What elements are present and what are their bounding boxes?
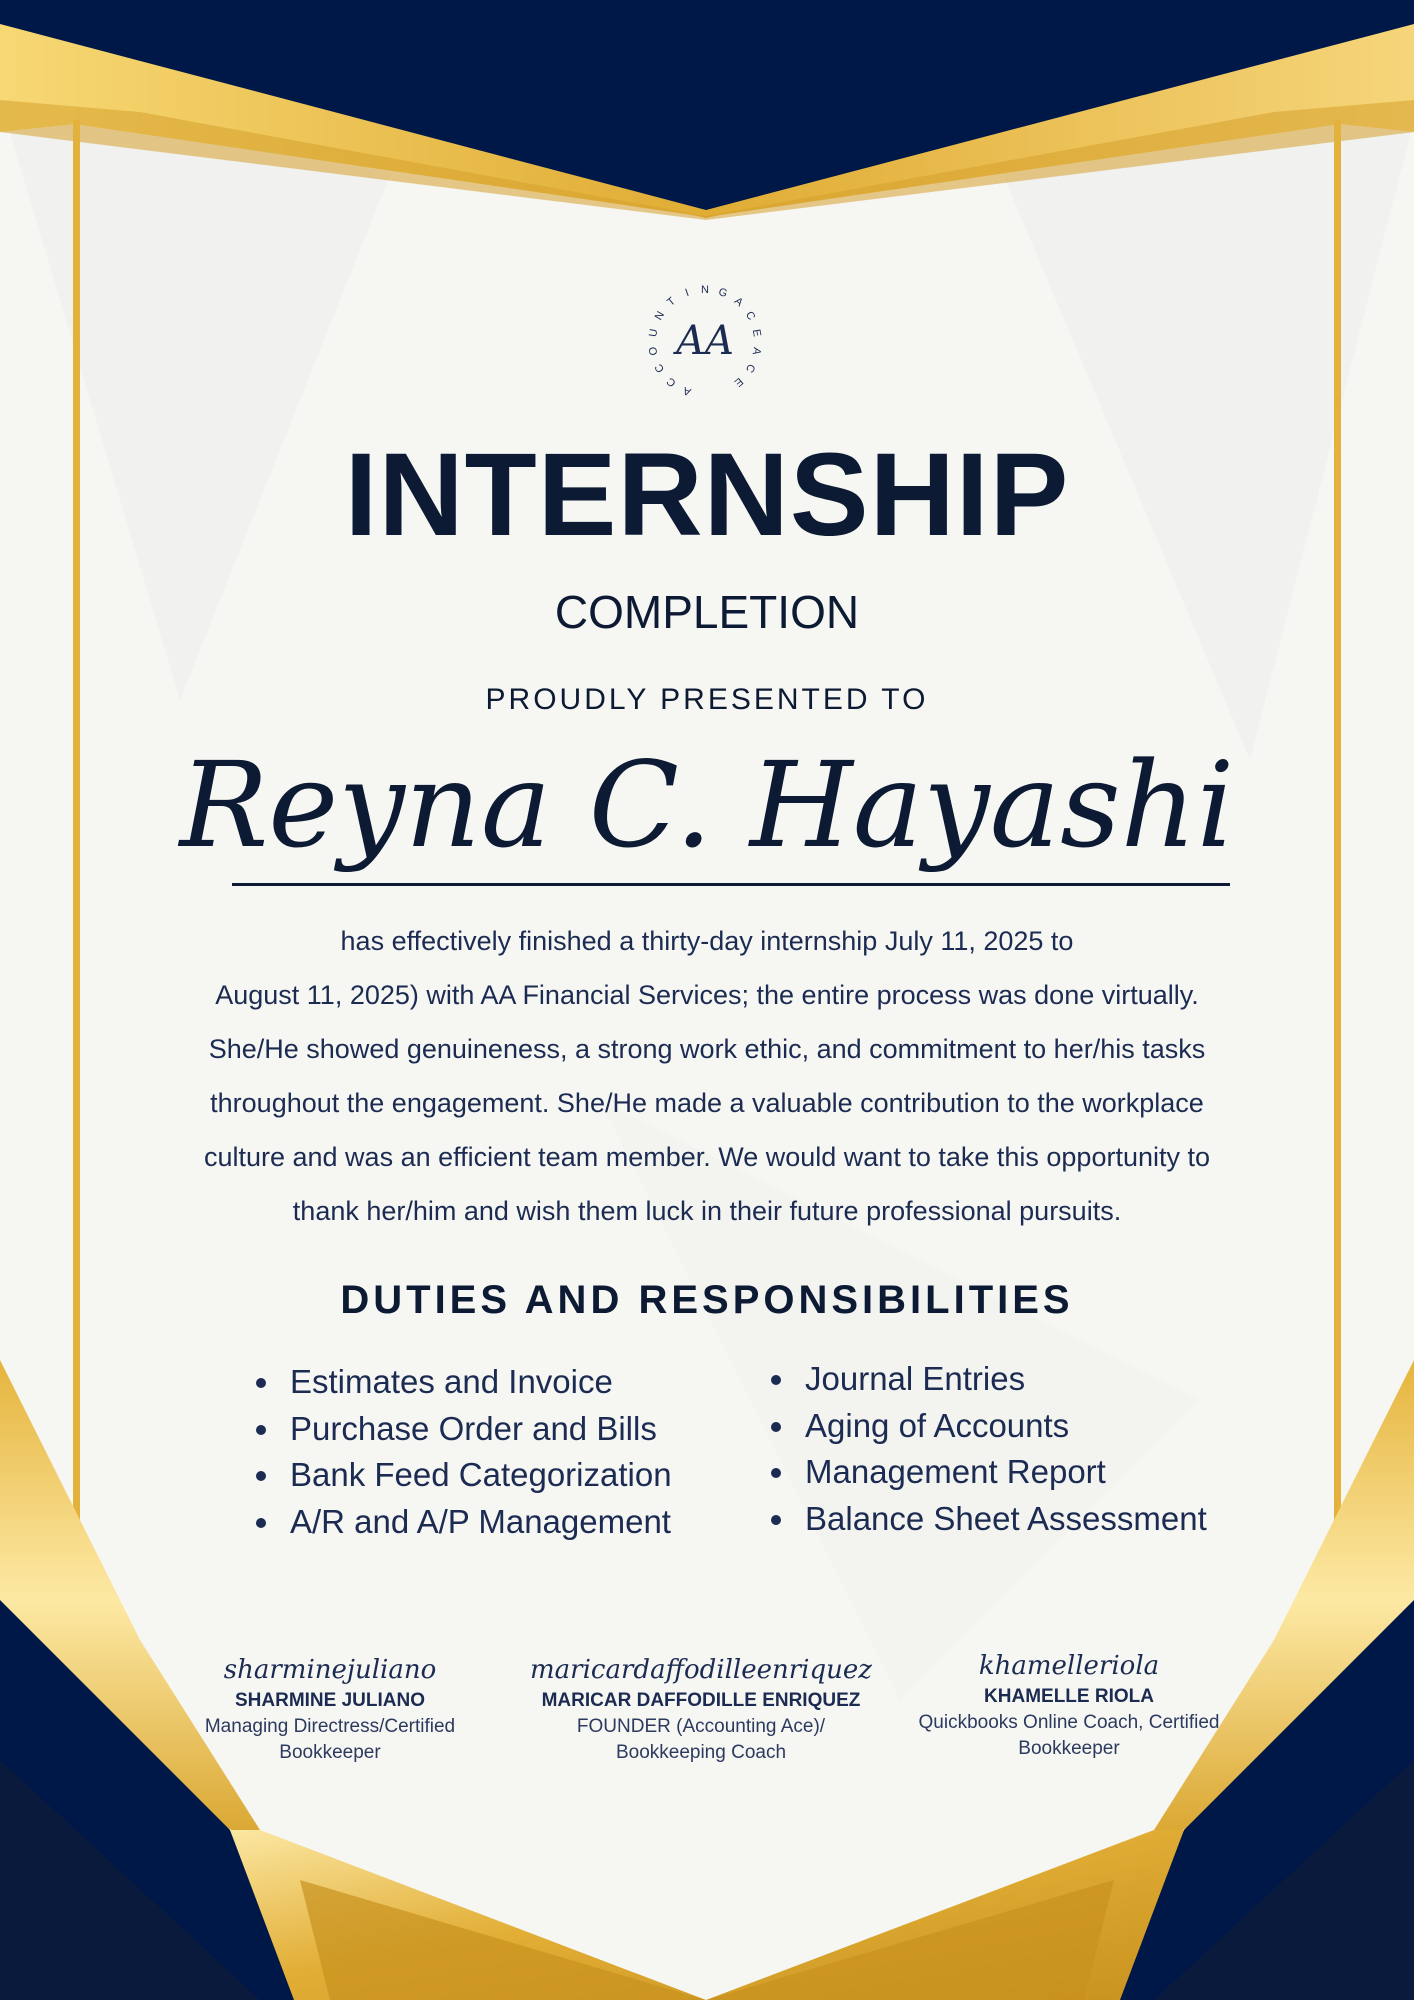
logo-ring-letter: T bbox=[665, 295, 678, 309]
logo-ring-letter: I bbox=[683, 286, 691, 300]
logo-ring-letter: N bbox=[652, 309, 668, 323]
signatory-role: Bookkeeper bbox=[1018, 1738, 1120, 1759]
duty-item: A/R and A/P Management bbox=[250, 1499, 672, 1546]
signatory-2 bbox=[525, 1652, 877, 1766]
logo-monogram: AA bbox=[676, 318, 734, 364]
body-line: throughout the engagement. She/He made a valuable contribution to the workplace bbox=[210, 1088, 1204, 1118]
duty-item: Aging of Accounts bbox=[765, 1403, 1207, 1450]
duty-item: Balance Sheet Assessment bbox=[765, 1496, 1207, 1543]
logo-ring-letter: U bbox=[647, 327, 661, 338]
logo-ring-letter: C bbox=[742, 361, 758, 375]
presented-to-label: PROUDLY PRESENTED TO bbox=[485, 683, 929, 716]
logo-ring-letter: A bbox=[749, 346, 763, 356]
body-line: thank her/him and wish them luck in their future professional pursuits. bbox=[292, 1196, 1122, 1226]
logo-ring-letter: O bbox=[647, 345, 661, 357]
duties-list-left bbox=[250, 1359, 672, 1545]
signatory-role: FOUNDER (Accounting Ace)/ bbox=[576, 1716, 826, 1737]
signatory-name: MARICAR DAFFODILLE ENRIQUEZ bbox=[541, 1690, 861, 1711]
signatory-name: SHARMINE JULIANO bbox=[234, 1690, 425, 1711]
logo-ring-letter: E bbox=[749, 328, 763, 338]
signature-script: khamelleriola bbox=[978, 1651, 1160, 1681]
duty-item: Purchase Order and Bills bbox=[250, 1406, 672, 1453]
logo-ring-letter: A bbox=[731, 295, 746, 310]
signatory-role: Bookkeeping Coach bbox=[615, 1742, 787, 1763]
certificate-title: INTERNSHIP bbox=[344, 429, 1070, 561]
signature-script: maricardaffodilleenriquez bbox=[530, 1655, 872, 1685]
logo-ring-letter: N bbox=[701, 283, 709, 296]
signatory-role: Bookkeeper bbox=[279, 1742, 381, 1763]
duty-item: Bank Feed Categorization bbox=[250, 1452, 672, 1499]
duty-item: Management Report bbox=[765, 1449, 1207, 1496]
signature-script: sharminejuliano bbox=[223, 1655, 437, 1685]
duty-item: Journal Entries bbox=[765, 1356, 1207, 1403]
aa-monogram-seal-icon bbox=[637, 274, 773, 410]
logo-ring-letter: C bbox=[652, 361, 668, 375]
signatory-1 bbox=[160, 1652, 500, 1766]
duties-heading: DUTIES AND RESPONSIBILITIES bbox=[340, 1278, 1074, 1322]
duties-list-right bbox=[765, 1356, 1207, 1542]
logo-ring-letter: C bbox=[742, 309, 758, 323]
signatory-3 bbox=[880, 1648, 1258, 1762]
body-line: She/He showed genuineness, a strong work ethic, and commitment to her/his tasks bbox=[208, 1034, 1206, 1064]
signatory-role: Managing Directress/Certified bbox=[204, 1716, 456, 1737]
certificate-body bbox=[150, 914, 1264, 1238]
name-underline bbox=[232, 883, 1230, 886]
body-line: has effectively finished a thirty-day internship July 11, 2025 to bbox=[340, 926, 1074, 956]
body-line: August 11, 2025) with AA Financial Services; the entire process was done virtually. bbox=[215, 980, 1199, 1010]
body-line: culture and was an efficient team member. We would want to take this opportunity to bbox=[203, 1142, 1211, 1172]
recipient-name: Reyna C. Hayashi bbox=[179, 736, 1235, 874]
logo-ring-letter: E bbox=[731, 374, 746, 389]
logo-ring-letter: C bbox=[664, 374, 679, 390]
logo-ring-letter: A bbox=[681, 384, 693, 398]
logo-ring-letter: G bbox=[716, 285, 729, 301]
signatory-name: KHAMELLE RIOLA bbox=[984, 1686, 1154, 1707]
certificate-subtitle: COMPLETION bbox=[554, 586, 860, 638]
signatory-role: Quickbooks Online Coach, Certified bbox=[918, 1712, 1220, 1733]
duty-item: Estimates and Invoice bbox=[250, 1359, 672, 1406]
